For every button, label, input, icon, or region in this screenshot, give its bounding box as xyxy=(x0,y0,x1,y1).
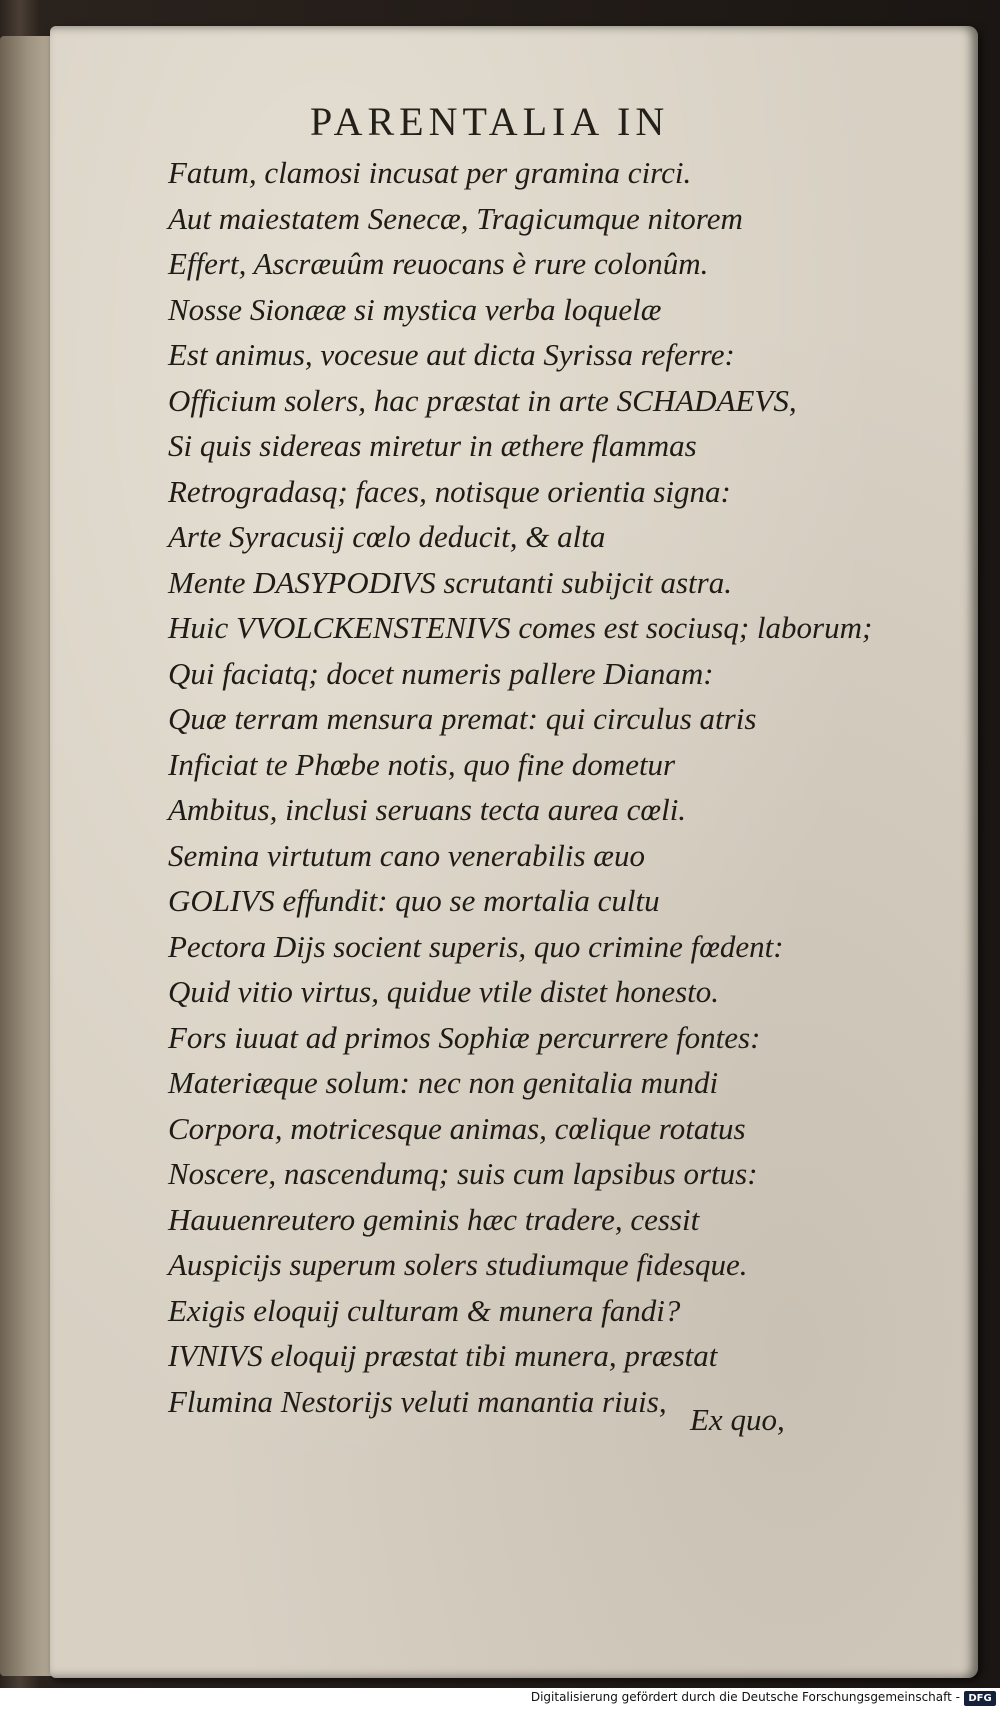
verse-line: Retrogradasq; faces, notisque orientia signa: xyxy=(168,473,731,509)
verse-line: Aut maiestatem Senecæ, Tragicumque nitorem xyxy=(168,200,743,236)
verse-line: Qui faciatq; docet numeris pallere Dianam: xyxy=(168,655,714,691)
verse-line: Effert, Ascræuûm reuocans è rure colonûm. xyxy=(168,246,709,281)
verse-line: Mente DASYPODIVS scrutanti subijcit astra. xyxy=(168,564,732,600)
verse-line: Flumina Nestorijs veluti manantia riuis, xyxy=(168,1383,667,1419)
running-head: PARENTALIA IN xyxy=(310,99,670,144)
verse-line: GOLIVS effundit: quo se mortalia cultu xyxy=(168,883,660,918)
verse-line: Materiæque solum: nec non genitalia mundi xyxy=(168,1065,719,1100)
funding-credit: Digitalisierung gefördert durch die Deutsche Forschungsgemeinschaft - xyxy=(530,1690,960,1704)
verse-line: Auspicijs superum solers studiumque fidesque. xyxy=(168,1247,748,1282)
verse-line: Noscere, nascendumq; suis cum lapsibus ortus: xyxy=(168,1156,758,1191)
digitization-footer xyxy=(0,1688,1000,1709)
verse-line: Officium solers, hac præstat in arte SCHADAEVS, xyxy=(168,382,797,418)
verse-line: Exigis eloquij culturam & munera fandi? xyxy=(168,1292,681,1328)
verse-line: Pectora Dijs socient superis, quo crimine fœdent: xyxy=(168,928,784,964)
verse-line: Quæ terram mensura premat: qui circulus atris xyxy=(168,701,757,736)
verse-line: Huic VVOLCKENSTENIVS comes est sociusq; laborum; xyxy=(168,610,873,645)
verse-line: Fatum, clamosi incusat per gramina circi. xyxy=(168,155,692,190)
verse-line: IVNIVS eloquij præstat tibi munera, præstat xyxy=(168,1338,718,1373)
verse-line: Nosse Sionææ si mystica verba loquelæ xyxy=(168,291,662,327)
verse-line: Quid vitio virtus, quidue vtile distet honesto. xyxy=(168,974,720,1009)
verse-line: Ambitus, inclusi seruans tecta aurea cœli. xyxy=(168,792,687,827)
dfg-logo[interactable]: DFG xyxy=(964,1691,996,1706)
verse-line: Semina virtutum cano venerabilis æuo xyxy=(168,837,645,873)
book-spine-edge xyxy=(0,36,56,1676)
verse-line: Arte Syracusij cœlo deducit, & alta xyxy=(168,519,606,554)
verse-line: Hauuenreutero geminis hæc tradere, cessit xyxy=(168,1201,700,1237)
verse-line: Corpora, motricesque animas, cœlique rotatus xyxy=(168,1110,746,1146)
verse-line: Inficiat te Phœbe notis, quo fine dometur xyxy=(168,746,676,782)
verse-text xyxy=(168,150,958,1424)
verse-line: Est animus, vocesue aut dicta Syrissa referre: xyxy=(168,337,735,372)
verse-line: Fors iuuat ad primos Sophiæ percurrere fontes: xyxy=(168,1019,761,1055)
catchword: Ex quo, xyxy=(690,1402,785,1437)
verse-line: Si quis sidereas miretur in æthere flammas xyxy=(168,428,697,463)
